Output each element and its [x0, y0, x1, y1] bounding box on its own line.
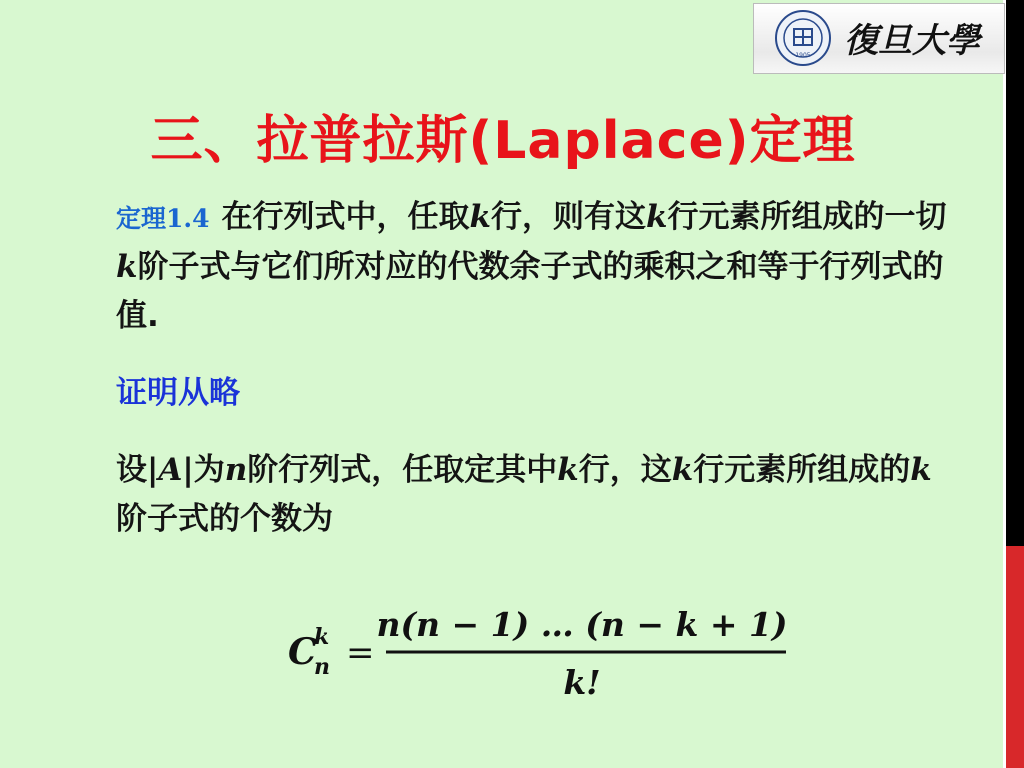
slide-title: 三、拉普拉斯(Laplace)定理 — [150, 111, 856, 171]
formula-numerator: n(n − 1) … (n − k + 1) — [376, 605, 788, 644]
university-name-calligraphy — [840, 12, 1000, 64]
remark-text-3: 阶行列式，任取定其中 — [247, 452, 558, 488]
university-name: 復旦大學 — [844, 21, 980, 61]
remark-text-4: 行，这 — [578, 452, 672, 488]
remark-var-k: k — [671, 452, 694, 488]
formula-lhs-base: C — [288, 631, 317, 673]
remark-text-6: 阶子式的个数为 — [116, 501, 333, 537]
remark-var-k: k — [557, 452, 579, 488]
formula-lhs-sup: k — [314, 624, 330, 650]
remark-var-n: n — [224, 452, 248, 488]
formula-denominator: k! — [563, 663, 601, 702]
remark-text-1: 设| — [116, 452, 159, 488]
theorem-text-2: 行，则有这 — [490, 199, 646, 235]
side-bar-red — [1006, 546, 1024, 768]
university-logo — [753, 3, 1005, 74]
remark-var-A: A — [158, 452, 183, 488]
theorem-var-k: k — [469, 199, 491, 235]
combination-formula — [280, 590, 800, 710]
theorem-var-k: k — [645, 199, 668, 235]
theorem-paragraph — [116, 193, 956, 341]
formula-lhs-sub: n — [314, 654, 330, 680]
remark-text-2: |为 — [182, 452, 225, 488]
theorem-text-3: 行元素所组成的一切 — [667, 199, 947, 235]
remark-paragraph — [116, 446, 956, 544]
remark-var-k: k — [910, 452, 932, 488]
theorem-label: 定理1.4 — [116, 204, 210, 233]
proof-omitted-note: 证明从略 — [116, 375, 240, 411]
theorem-text-4: 阶子式与它们所对应的代数余子式的乘积之和等于行列式的值. — [116, 249, 944, 334]
university-seal-icon — [774, 9, 832, 67]
remark-text-5: 行元素所组成的 — [693, 452, 911, 488]
formula-equals: = — [346, 633, 375, 673]
side-bar-black — [1006, 0, 1024, 546]
theorem-text-1: 在行列式中，任取 — [221, 199, 470, 235]
theorem-var-k: k — [116, 249, 138, 285]
seal-year: 1905 — [795, 52, 811, 59]
